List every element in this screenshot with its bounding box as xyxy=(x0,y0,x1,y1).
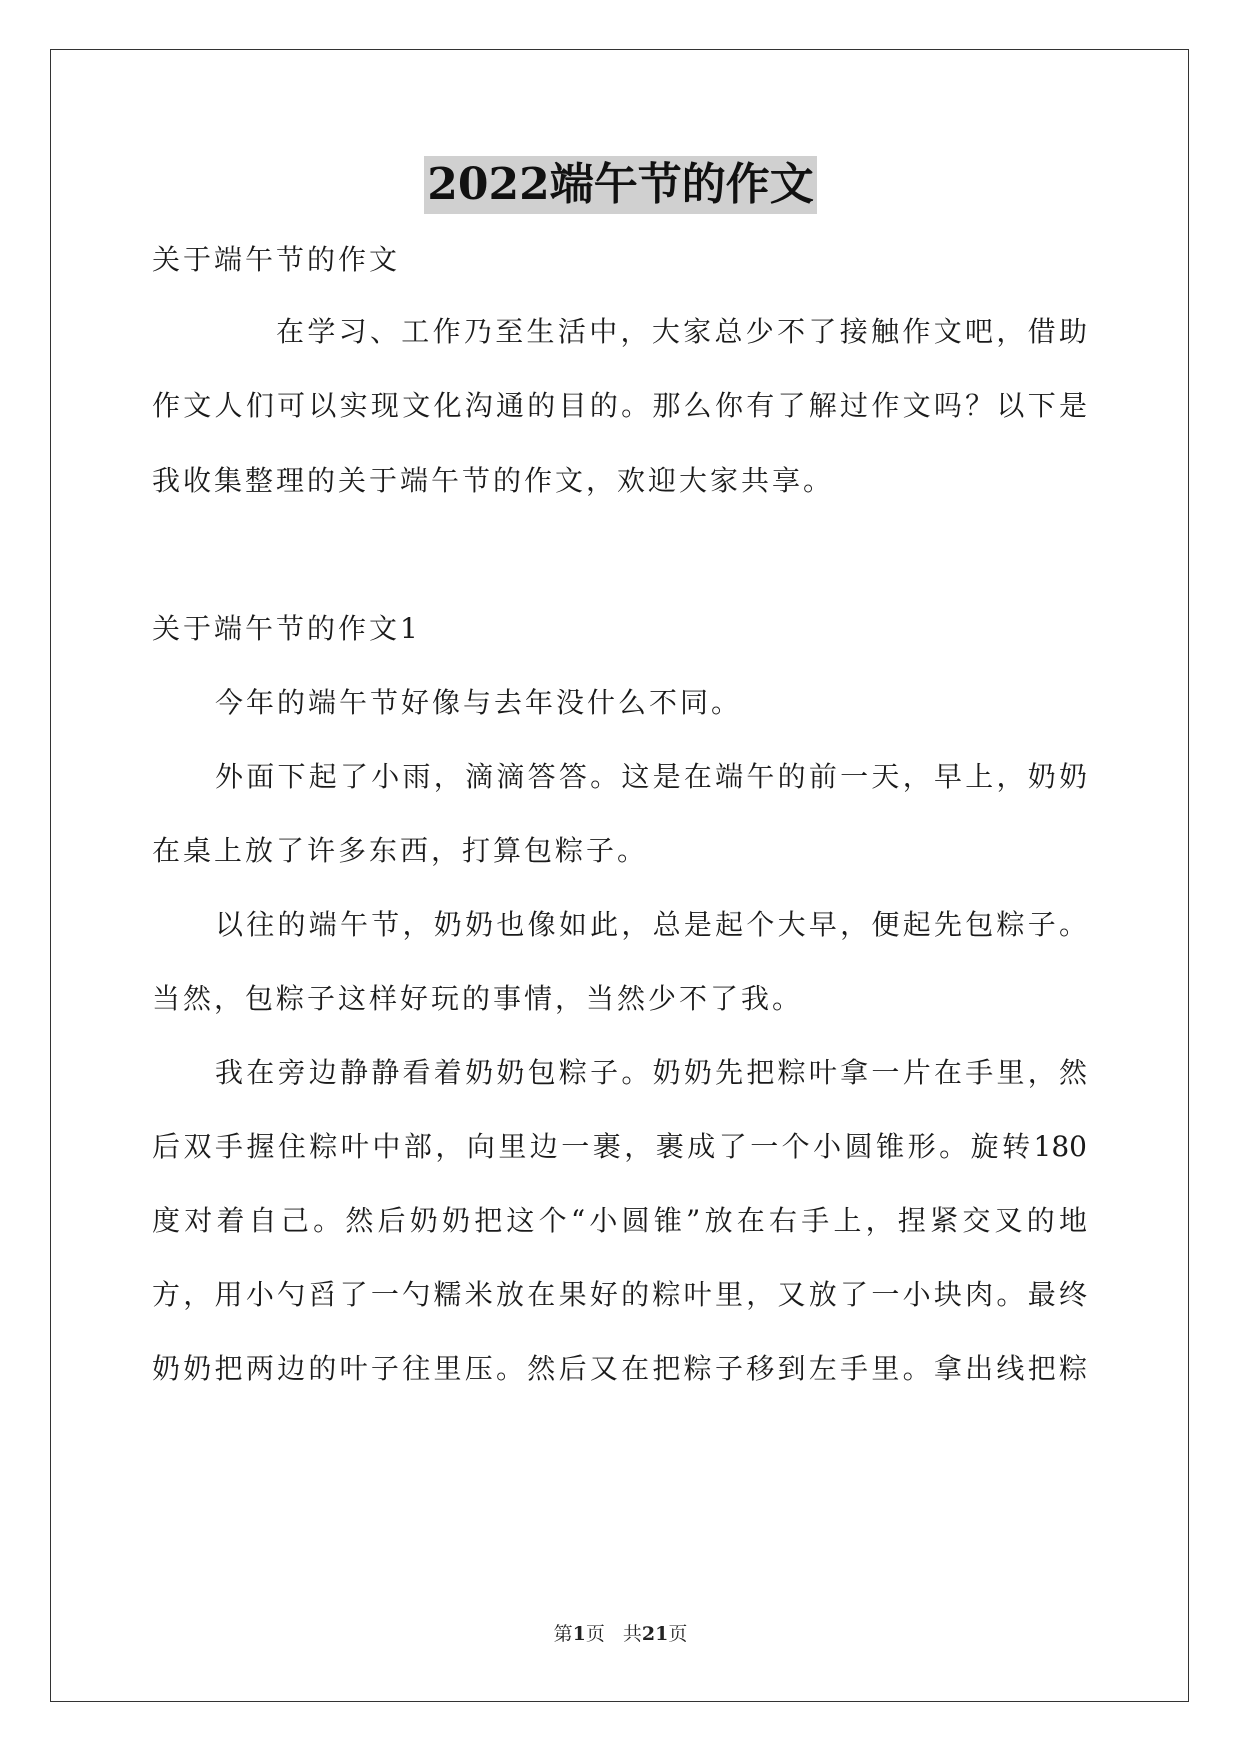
body-line: 今年的端午节好像与去年没什么不同。 xyxy=(215,686,743,719)
intro-line: 在学习、工作乃至生活中，大家总少不了接触作文吧，借助 xyxy=(276,315,1087,348)
body-line: 方，用小勺舀了一勺糯米放在果好的粽叶里，又放了一小块肉。最终 xyxy=(152,1278,1087,1311)
body-line: 后双手握住粽叶中部，向里边一裹，裹成了一个小圆锥形。旋转180 xyxy=(152,1130,1087,1163)
intro-line: 我收集整理的关于端午节的作文，欢迎大家共享。 xyxy=(152,464,835,497)
body-line: 以往的端午节，奶奶也像如此，总是起个大早，便起先包粽子。 xyxy=(215,908,1087,941)
footer-page-number: 1 xyxy=(572,1623,586,1645)
page-footer xyxy=(0,1622,1241,1646)
subtitle: 关于端午节的作文 xyxy=(152,243,401,276)
body-line: 当然，包粽子这样好玩的事情，当然少不了我。 xyxy=(152,982,804,1015)
body-line: 外面下起了小雨，滴滴答答。这是在端午的前一天，早上，奶奶 xyxy=(215,760,1087,793)
footer-total-suffix: 页 xyxy=(668,1623,688,1645)
footer-total-pages: 21 xyxy=(641,1623,669,1645)
footer-page-prefix: 第 xyxy=(553,1623,573,1645)
body-line: 在桌上放了许多东西，打算包粽子。 xyxy=(152,834,649,867)
page-border xyxy=(50,49,1189,1702)
body-line: 度对着自己。然后奶奶把这个“小圆锥”放在右手上，捏紧交叉的地 xyxy=(152,1204,1087,1237)
body-line: 奶奶把两边的叶子往里压。然后又在把粽子移到左手里。拿出线把粽 xyxy=(152,1352,1087,1385)
document-title-wrapper xyxy=(0,156,1241,214)
section-heading: 关于端午节的作文1 xyxy=(152,612,421,645)
intro-line: 作文人们可以实现文化沟通的目的。那么你有了解过作文吗？以下是 xyxy=(152,389,1087,422)
body-line: 我在旁边静静看着奶奶包粽子。奶奶先把粽叶拿一片在手里，然 xyxy=(215,1056,1087,1089)
footer-page-suffix: 页 xyxy=(585,1623,605,1645)
document-title: 2022端午节的作文 xyxy=(424,156,816,214)
footer-total-prefix: 共 xyxy=(622,1623,642,1645)
